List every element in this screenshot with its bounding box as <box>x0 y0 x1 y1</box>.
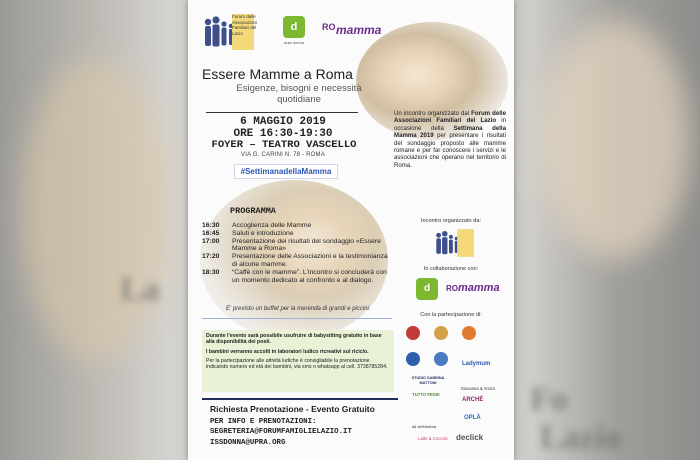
aula-donna-mark: d <box>283 16 305 38</box>
collaboration-label: In collaborazione con: <box>423 266 479 272</box>
sponsor-declick: declick <box>456 433 484 442</box>
babysitting-note <box>202 330 394 392</box>
event-date <box>208 116 358 140</box>
list-item <box>202 269 394 285</box>
item-desc: Accoglienza delle Mamme <box>232 222 312 229</box>
sponsor-logo-icon <box>434 326 448 340</box>
info-label: PER INFO E PRENOTAZIONI: <box>210 418 317 426</box>
intro-event: Settimana della Mamma 2019 <box>394 124 506 140</box>
hashtag-badge: #SettimanadellaMamma <box>234 164 338 179</box>
list-item <box>202 238 394 254</box>
programma-list <box>202 222 394 284</box>
sponsor-arche: ARCHÉ <box>462 397 484 403</box>
item-desc: Presentazione delle Associazioni e la testimonianza di alcune mamme. <box>232 253 388 268</box>
backdrop-text-2: Fo <box>530 381 568 418</box>
roma-mamma-small <box>446 282 500 294</box>
divider <box>202 318 392 319</box>
sponsor-logos <box>406 322 506 460</box>
roma-mamma-small-prefix: RO <box>446 284 458 293</box>
sponsor-logo-icon <box>434 352 448 366</box>
backdrop-face-right <box>540 20 690 260</box>
aula-donna-logo <box>278 14 310 50</box>
item-time: 16:45 <box>202 229 220 237</box>
sponsor-giovanna: Giovanna & Amico <box>460 386 496 391</box>
participation-label: Con la partecipazione di: <box>420 312 482 318</box>
programma-title: PROGRAMMA <box>230 206 276 216</box>
venue: FOYER – TEATRO VASCELLO <box>211 139 357 151</box>
email-link[interactable]: ISSDONNA@UPRA.ORG <box>210 438 286 447</box>
email-link[interactable]: SEGRETERIA@FORUMFAMIGLIELAZIO.IT <box>210 428 352 437</box>
intro-text-2: in occasione della <box>394 117 506 132</box>
forum-logo-text: Forum delle Associazioni Familiari del Lazio <box>232 14 258 36</box>
roma-mamma-small-name: mamma <box>458 282 500 294</box>
roma-mamma-name: mamma <box>336 23 382 37</box>
list-item <box>202 253 394 269</box>
sponsor-tutto-pedie: TUTTO PEDIE <box>412 392 440 397</box>
note-labs: I bambini verranno accolti in laboratori ludico ricreativi sul riciclo. <box>206 348 369 355</box>
intro-text-3: per presentare i risultati del sondaggio proposto alle mamme romane e per far conoscere i servizi e le associazioni che operano nel territorio di Roma. <box>394 132 506 169</box>
intro-text-1: Un incontro organizzato dal <box>394 110 470 117</box>
sponsor-studio: STUDIO SABRINA MATTONI <box>411 376 445 385</box>
booking-heading: Richiesta Prenotazione - Evento Gratuito <box>210 404 375 414</box>
note-booking: Per la partecipazione alle attività ludiche è consigliabile la prenotazione indicando numero ed età dei bambini, via sms o whatsapp al cell. 3738785284. <box>206 357 388 371</box>
sponsor-ladymum: Ladymum <box>462 361 491 367</box>
item-desc: Saluti e introduzione <box>232 229 294 237</box>
note-babysitting: Durante l'evento sarà possibile usufruire di babysitting gratuito in base alla disponibilità dei posti. <box>206 333 382 346</box>
divider <box>202 398 398 400</box>
buffet-note: E' previsto un buffet per la merenda di grandi e piccini. <box>226 306 371 312</box>
list-item <box>202 222 394 230</box>
roma-mamma-prefix: RO <box>322 22 336 32</box>
organized-by-label: Incontro organizzato da: <box>420 218 481 224</box>
address: VIA G. CARINI N. 78 - ROMA <box>241 152 325 158</box>
intro-paragraph <box>394 110 506 169</box>
sponsor-logo-icon <box>406 326 420 340</box>
backdrop-text-3: Lazio <box>540 419 622 456</box>
forum-family-logo-small-icon <box>434 228 474 258</box>
item-time: 16:30 <box>202 222 220 229</box>
sponsor-ali: Ali dell'Ambra <box>411 424 437 429</box>
divider <box>206 112 358 113</box>
item-desc: “Caffè con le mamme”. L'incontro si concluderà con un momento dedicato al confronto e al dialogo. <box>232 268 387 284</box>
sponsor-logo-icon <box>462 326 476 340</box>
aula-donna-text: aula donna <box>284 40 304 45</box>
item-time: 17:20 <box>202 253 220 261</box>
page-title: Essere Mamme a Roma <box>202 66 353 82</box>
time-line: ORE 16:30-19:30 <box>233 128 333 140</box>
date-line: 6 MAGGIO 2019 <box>240 116 326 128</box>
aula-donna-mark-small: d <box>416 278 438 300</box>
sponsor-opla: OPLÀ <box>464 415 481 421</box>
backdrop-text-1: La <box>120 271 160 308</box>
sponsor-logo-icon <box>406 352 420 366</box>
item-time: 18:30 <box>202 268 220 276</box>
event-poster <box>188 0 514 460</box>
roma-mamma-logo <box>322 20 384 44</box>
contact-info <box>210 417 400 448</box>
item-desc: Presentazione dei risultati del sondaggio «Essere Mamme a Roma» <box>232 237 381 253</box>
subtitle: Esigenze, bisogni e necessità quotidiane <box>236 83 362 105</box>
item-time: 17:00 <box>202 237 220 245</box>
backdrop-face-left <box>20 60 170 360</box>
sponsor-latte-coccole: Latte & Coccole <box>418 436 448 441</box>
intro-org: Forum delle Associazioni Familiari del Lazio <box>394 110 506 125</box>
list-item <box>202 230 394 238</box>
